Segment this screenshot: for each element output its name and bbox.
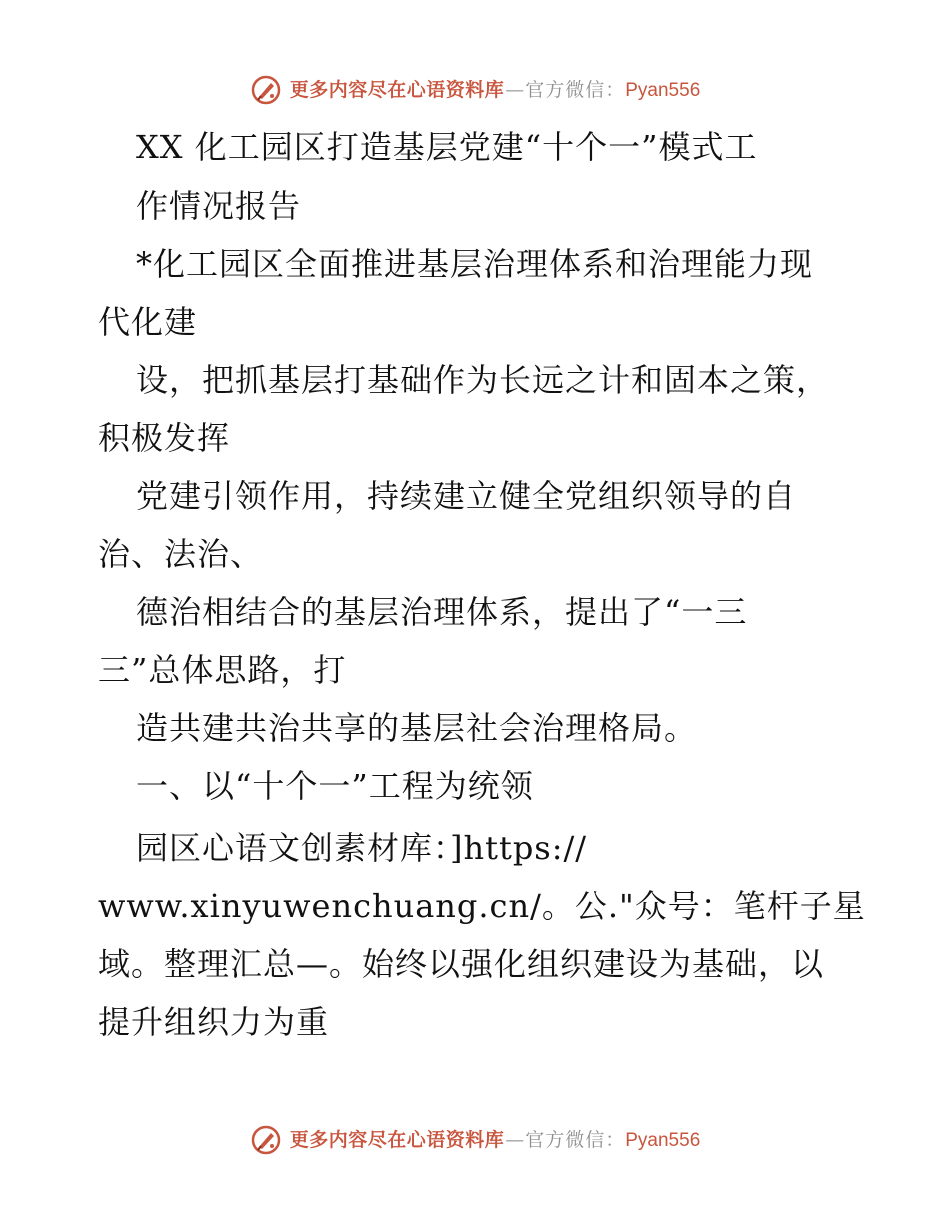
- paragraph-line: 园区心语文创素材库：]https://: [136, 829, 588, 867]
- watermark-official-label: 官方微信：: [525, 1128, 626, 1151]
- paragraph-line: 提升组织力为重: [98, 1003, 330, 1041]
- paragraph-line: www.xinyuwenchuang.cn/。公."众号：笔杆子星: [98, 887, 866, 925]
- paragraph-line: 三”总体思路，打: [98, 651, 347, 689]
- footer-watermark: [0, 1120, 950, 1160]
- watermark-wechat-id: Pyan556: [625, 79, 701, 101]
- paragraph-line: 域。整理汇总—。始终以强化组织建设为基础，以: [98, 945, 825, 983]
- paragraph-line: 造共建共治共享的基层社会治理格局。: [136, 709, 698, 747]
- watermark-dash: —: [505, 1128, 525, 1151]
- watermark-dash: —: [505, 78, 525, 101]
- watermark-brand-text: 更多内容尽在心语资料库: [289, 78, 505, 101]
- watermark-official-label: 官方微信：: [525, 78, 626, 101]
- paragraph-line: 代化建: [98, 303, 198, 341]
- paragraph-line: *化工园区全面推进基层治理体系和治理能力现: [136, 245, 814, 283]
- document-title-line-1: XX 化工园区打造基层党建“十个一”模式工: [136, 128, 758, 166]
- paragraph-line: 党建引领作用，持续建立健全党组织领导的自: [136, 477, 797, 515]
- paragraph-line: 积极发挥: [98, 419, 231, 457]
- section-heading: 一、以“十个一”工程为统领: [136, 767, 534, 805]
- watermark-brand-text: 更多内容尽在心语资料库: [289, 1128, 505, 1151]
- paragraph-line: 德治相结合的基层治理体系，提出了“一三: [136, 593, 748, 631]
- paragraph-line: 设，把抓基层打基础作为长远之计和固本之策，: [136, 361, 830, 399]
- watermark-wechat-id: Pyan556: [625, 1129, 701, 1151]
- paragraph-line: 治、法治、: [98, 535, 264, 573]
- document-title-line-2: 作情况报告: [136, 187, 302, 225]
- quill-pen-logo-icon: [250, 1124, 282, 1156]
